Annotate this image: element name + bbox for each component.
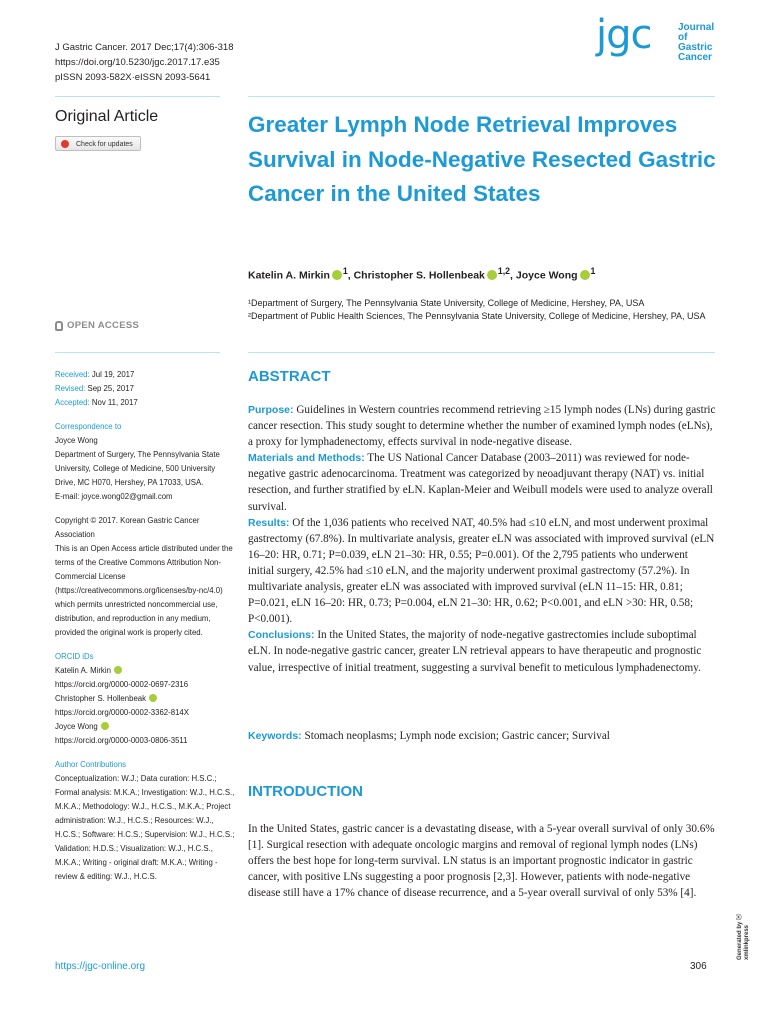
journal-name: Journal of Gastric Cancer — [678, 22, 715, 63]
orcid-list: ORCID iDs Katelin A. Mirkin https://orcid.org/0000-0002-0697-2316 Christopher S. Hollenbeak https://orcid.org/0000-0002-3362-814X Joyce Wong https://orcid.org/0000-0003-0806-3511 — [55, 650, 235, 748]
issn: pISSN 2093-582X·eISSN 2093-5641 — [55, 72, 211, 83]
citation: J Gastric Cancer. 2017 Dec;17(4):306-318 — [55, 42, 234, 53]
introduction-body: In the United States, gastric cancer is a devastating disease, with a 5-year overall survival of only 30.6% [1]. Surgical resection with adequate oncologic margins and removal of regional lymph nodes (LNs) offers the best hope for long-term survival. LN status is an important prognostic indicator in gastric cancer, with positive LNs suggesting a poor prognosis [2,3]. However, patients with node-negative disease still have a 17% chance of disease recurrence, and a 5-year overall survival of only 53% [4]. — [248, 823, 715, 900]
orcid-icon — [114, 666, 122, 674]
logo-mark: jgc — [596, 12, 652, 58]
abstract-purpose: Purpose: Guidelines in Western countries recommend retrieving ≥15 lymph nodes (LNs) during gastric cancer resection. This study sought to determine whether the number of examined lymph nodes (eLNs), a proxy for lymphadenectomy, effects survival in node-negative disease. — [248, 404, 716, 449]
orcid-icon[interactable] — [487, 270, 497, 280]
journal-logo — [596, 12, 715, 74]
article-type: Original Article — [55, 108, 159, 125]
doi-link[interactable]: https://doi.org/10.5230/jgc.2017.17.e35 — [55, 57, 220, 68]
journal-url-link[interactable]: https://jgc-online.org — [55, 961, 146, 972]
author-list: Katelin A. Mirkin $^1$, Christopher S. Hollenbeak $^{1,2}$, Joyce Wong $^1$ — [248, 266, 596, 282]
page-number: 306 — [690, 961, 707, 972]
affiliation: ²Department of Public Health Sciences, The Pennsylvania State University, College of Medicine, Hershey, PA, USA — [248, 311, 706, 321]
sidebar — [55, 368, 235, 884]
citation-block — [55, 40, 233, 85]
author-name: Joyce Wong — [515, 269, 578, 282]
open-access-badge: OPEN ACCESS — [55, 320, 139, 331]
author-name: Christopher S. Hollenbeak — [353, 269, 485, 282]
correspondence: Correspondence to Joyce Wong Department of Surgery, The Pennsylvania State University, College of Medicine, 500 University Drive, MC H070, Hershey, PA 17033, USA. E-mail: joyce.wong02@gmail.com — [55, 420, 235, 504]
abstract-conclusions: Conclusions: In the United States, the majority of node-negative gastrectomies include suboptimal eLN. In node-negative gastric cancer, greater LN retrieval appears to have therapeutic and prognostic value, irrespective of initial treatment, suggesting a survival benefit to meticulous lymphadenectomy. — [248, 629, 702, 674]
keywords: Keywords: Stomach neoplasms; Lymph node excision; Gastric cancer; Survival — [248, 730, 610, 742]
abstract-methods: Materials and Methods: The US National Cancer Database (2003–2011) was reviewed for node-negative gastric adenocarcinoma. Treatment was categorized by neoadjuvant therapy (NAT) vs. initial resection, and further stratified by eLN. Kaplan-Meier and Weibull models were used to analyze overall survival. — [248, 452, 713, 513]
abstract-body — [248, 402, 716, 676]
orcid-icon[interactable] — [580, 270, 590, 280]
affiliations — [248, 297, 718, 323]
received-date: Received: Jul 19, 2017 — [55, 370, 135, 379]
crossmark-icon — [61, 140, 69, 148]
orcid-link[interactable]: https://orcid.org/0000-0002-0697-2316 — [55, 680, 189, 689]
orcid-icon[interactable] — [332, 270, 342, 280]
orcid-icon — [149, 694, 157, 702]
abstract-heading: ABSTRACT — [248, 368, 331, 385]
check-for-updates-button[interactable]: Check for updates — [55, 136, 141, 151]
orcid-icon — [101, 722, 109, 730]
divider — [55, 352, 220, 353]
accepted-date: Accepted: Nov 11, 2017 — [55, 398, 138, 407]
divider — [248, 96, 715, 97]
orcid-link[interactable]: https://orcid.org/0000-0002-3362-814X — [55, 708, 189, 717]
corr-email[interactable]: E-mail: joyce.wong02@gmail.com — [55, 492, 173, 501]
orcid-link[interactable]: https://orcid.org/0000-0003-0806-3511 — [55, 736, 188, 745]
affiliation: ¹Department of Surgery, The Pennsylvania State University, College of Medicine, Hershey, PA, USA — [248, 298, 645, 308]
author-contributions: Author Contributions Conceptualization: W.J.; Data curation: H.S.C.; Formal analysis: M.K.A.; Investigation: W.J., H.C.S., M.K.A.; Methodology: W.J., H.C.S., M.K.A.; Project administration: W.J., H.C.S.; Resources: W.J., H.C.S.; Software: H.C.S.; Supervision: W.J., H.C.S.; Validation: H.D.S.; Visualization: W.J., H.C.S., M.K.A.; Writing - original draft: M.K.A.; Writing - review & editing: W.J., H.C.S. — [55, 760, 235, 881]
revised-date: Revised: Sep 25, 2017 — [55, 384, 134, 393]
author-name: Katelin A. Mirkin — [248, 269, 330, 282]
divider — [248, 352, 715, 353]
copyright: Copyright © 2017. Korean Gastric Cancer Association This is an Open Access article distributed under the terms of the Creative Commons Attribution Non-Commercial License (https://creativecommons.org/licenses/by-nc/4.0) which permits unrestricted noncommercial use, distribution, and reproduction in any medium, provided the original work is properly cited. — [55, 516, 233, 637]
article-title: Greater Lymph Node Retrieval Improves Survival in Node-Negative Resected Gastric Cancer in the United States — [248, 112, 716, 206]
divider — [55, 96, 220, 97]
open-lock-icon — [55, 321, 63, 331]
generator-credit: Generated by ⓧ xmlinkpress — [737, 913, 750, 960]
introduction-heading: INTRODUCTION — [248, 783, 363, 800]
abstract-results: Results: Of the 1,036 patients who received NAT, 40.5% had ≤10 eLN, and most underwent proximal gastrectomy (67.8%). In multivariate analysis, greater eLN was associated with improved survival (eLN 16–20: HR, 0.71; P=0.039, eLN 21–30: HR, 0.55; P=0.001). Of the 2,795 patients who underwent initial surgery, 42.5% had ≤10 eLN, and the majority underwent proximal gastrectomy (57.2%). In multivariate analysis, greater eLN was associated with improved survival (eLN 11–15: HR, 0.81; P=0.021, eLN 16–20: HR, 0.73; P=0.004, eLN 21–30: HR, 0.62; P<0.001, and eLN >30: HR, 0.58; P<0.001). — [248, 516, 715, 626]
